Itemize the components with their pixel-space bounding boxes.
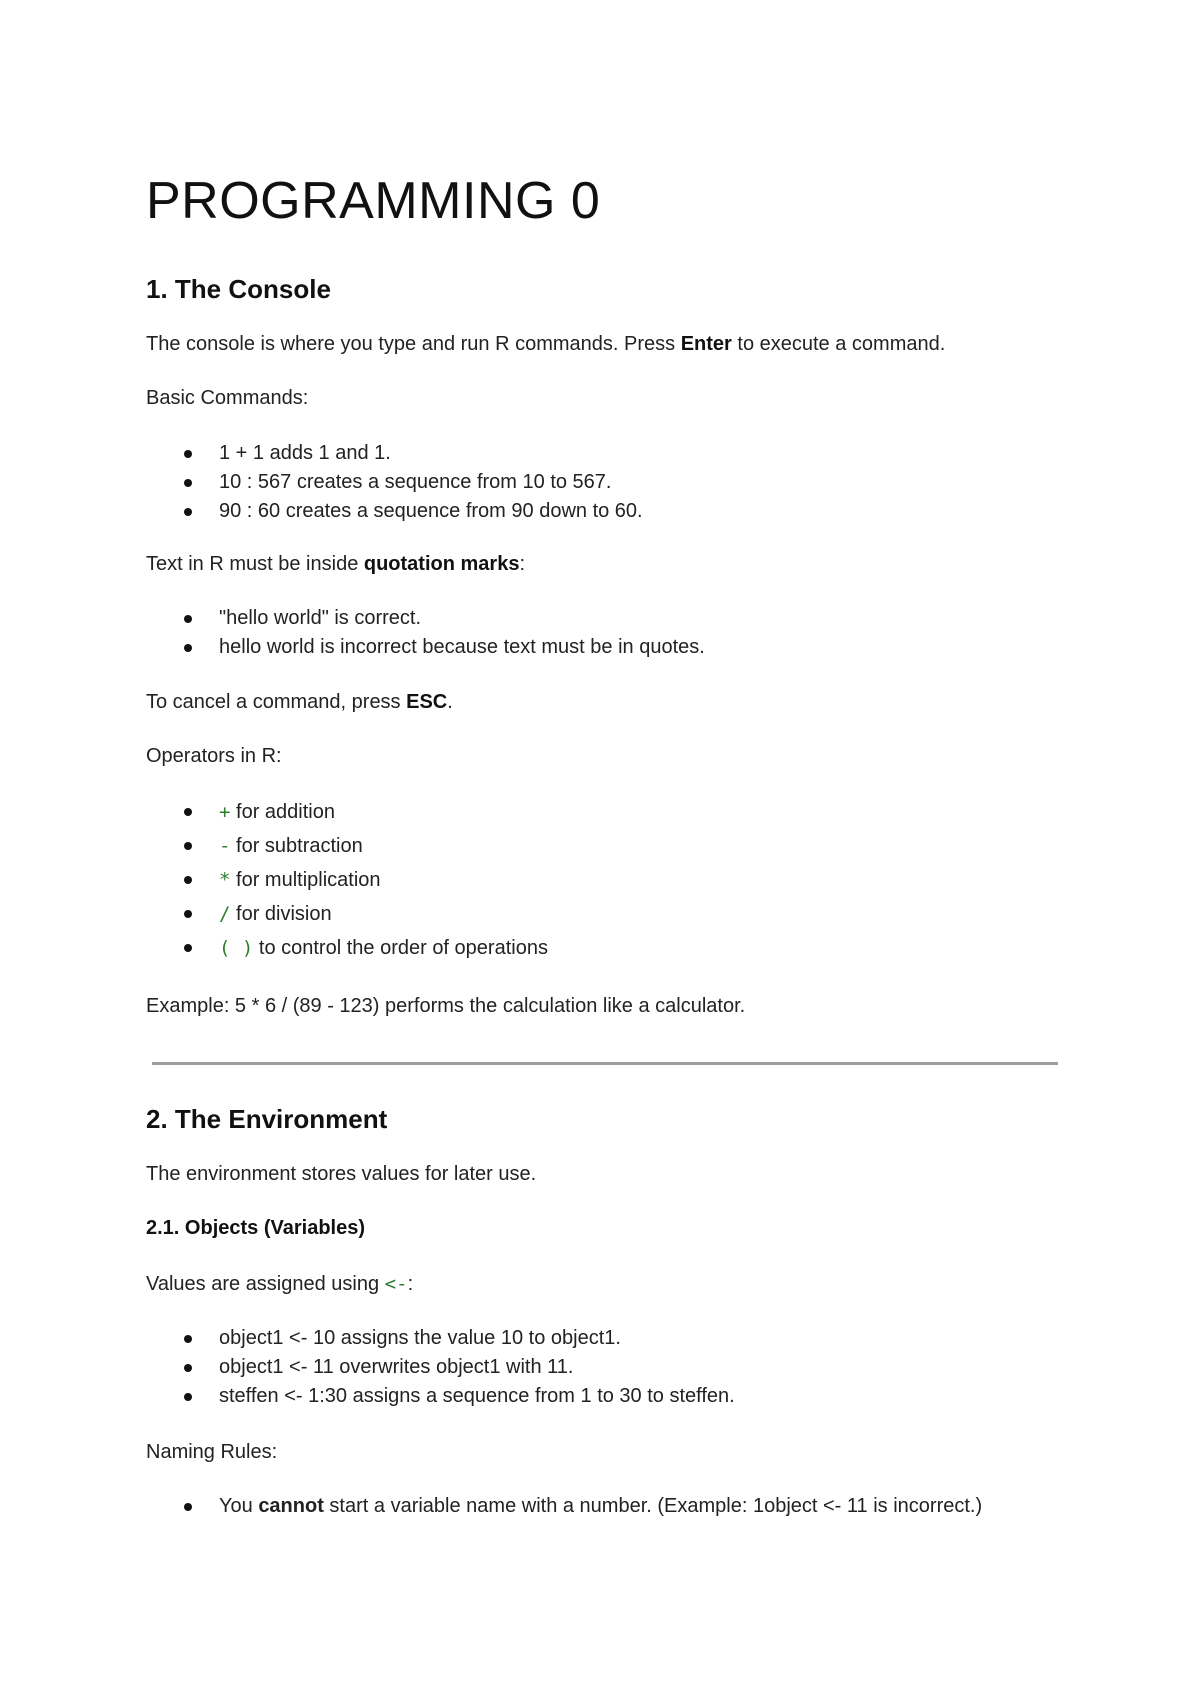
list-item: - for subtraction <box>146 829 548 863</box>
section-heading-environment: 2. The Environment <box>146 1104 388 1134</box>
section-divider <box>152 1062 1058 1065</box>
list-item: 1 + 1 adds 1 and 1. <box>146 439 643 468</box>
subsection-heading-objects: 2.1. Objects (Variables) <box>146 1217 365 1239</box>
operator-symbol: * <box>219 869 231 891</box>
operator-symbol: / <box>219 903 231 925</box>
list-item: 10 : 567 creates a sequence from 10 to 567. <box>146 468 643 497</box>
assignment-examples-list <box>146 1324 735 1411</box>
list-item: * for multiplication <box>146 863 548 897</box>
operators-list <box>146 795 548 965</box>
console-intro: The console is where you type and run R commands. Press Enter to execute a command. <box>146 333 946 355</box>
list-item: You cannot start a variable name with a number. (Example: 1object <- 11 is incorrect.) <box>146 1492 1039 1521</box>
list-item: hello world is incorrect because text must be in quotes. <box>146 633 705 662</box>
assignment-operator: <- <box>384 1273 408 1295</box>
operator-symbol: ( ) <box>219 937 254 959</box>
assignment-note: Values are assigned using <-: <box>146 1273 414 1295</box>
environment-intro: The environment stores values for later use. <box>146 1163 537 1185</box>
list-item: / for division <box>146 897 548 931</box>
list-item: + for addition <box>146 795 548 829</box>
text-examples-list <box>146 604 705 662</box>
list-item: object1 <- 11 overwrites object1 with 11. <box>146 1353 735 1382</box>
basic-commands-label: Basic Commands: <box>146 387 309 409</box>
list-item: steffen <- 1:30 assigns a sequence from 1 to 30 to steffen. <box>146 1382 735 1411</box>
list-item: ( ) to control the order of operations <box>146 931 548 965</box>
operator-symbol: - <box>219 835 231 857</box>
basic-commands-list <box>146 439 643 526</box>
text-quotes-note: Text in R must be inside quotation marks: <box>146 553 526 575</box>
cancel-note: To cancel a command, press ESC. <box>146 691 453 713</box>
naming-rules-list <box>146 1492 1039 1521</box>
operator-symbol: + <box>219 801 231 823</box>
list-item: 90 : 60 creates a sequence from 90 down to 60. <box>146 497 643 526</box>
page-title: PROGRAMMING 0 <box>146 172 601 230</box>
operators-label: Operators in R: <box>146 745 282 767</box>
naming-rules-label: Naming Rules: <box>146 1441 278 1463</box>
list-item: "hello world" is correct. <box>146 604 705 633</box>
section-heading-console: 1. The Console <box>146 274 331 304</box>
list-item: object1 <- 10 assigns the value 10 to object1. <box>146 1324 735 1353</box>
operators-example: Example: 5 * 6 / (89 - 123) performs the calculation like a calculator. <box>146 995 746 1017</box>
